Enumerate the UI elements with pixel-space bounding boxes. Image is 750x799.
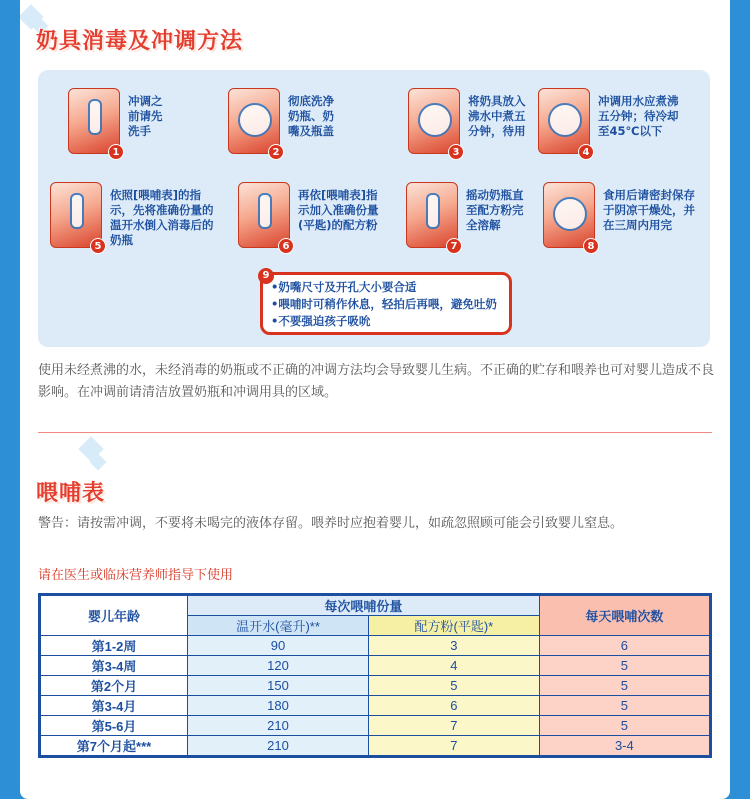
table-row [40,656,711,676]
table-row [40,716,711,736]
age-cell: 第3-4月 [40,696,188,716]
step-number: 6 [278,238,294,254]
step-5 [50,182,230,262]
step-number: 3 [448,144,464,160]
tip-line: •喂哺时可稍作休息，轻拍后再喂，避免吐奶 [271,297,497,311]
times-cell: 5 [539,696,710,716]
water-cell: 210 [188,716,369,736]
table-row [40,736,711,757]
table-row [40,636,711,656]
powder-cell: 4 [369,656,540,676]
step-number: 4 [578,144,594,160]
step-text: 再依[喂哺表]指示加入准确份量(平匙)的配方粉 [298,188,379,232]
per-feed-header: 每次喂哺份量 [188,595,540,616]
water-header: 温开水(毫升)** [188,616,369,636]
step-text: 将奶具放入沸水中煮五分钟，待用 [468,94,526,138]
step-number: 8 [583,238,599,254]
step-8 [543,182,713,262]
doctor-guidance-note: 请在医生或临床营养师指导下使用 [38,568,234,583]
step-number: 7 [446,238,462,254]
step-text: 依照[喂哺表]的指示，先将准确份量的温开水倒入消毒后的奶瓶 [110,188,214,247]
powder-cell: 6 [369,696,540,716]
table-header-row [40,595,711,616]
step-text: 冲调之前请先洗手 [128,94,163,138]
age-cell: 第3-4周 [40,656,188,676]
step-text: 食用后请密封保存于阴凉干燥处，并在三周内用完 [603,188,695,232]
sterilization-warning-paragraph: 使用未经煮沸的水，未经消毒的奶瓶或不正确的冲调方法均会导致婴儿生病。不正确的贮存和喂养也可对婴儿造成不良影响。在冲调前请清洁放置奶瓶和冲调用具的区域。 [38,363,715,400]
times-cell: 5 [539,676,710,696]
step-number: 9 [258,268,274,284]
age-header: 婴儿年龄 [40,595,188,636]
water-cell: 120 [188,656,369,676]
age-cell: 第5-6月 [40,716,188,736]
step-number: 2 [268,144,284,160]
step-7 [406,182,556,262]
times-header: 每天喂哺次数 [539,595,710,636]
water-cell: 150 [188,676,369,696]
step-2 [228,88,378,168]
step-text: 彻底洗净奶瓶、奶嘴及瓶盖 [288,94,334,138]
step-text: 摇动奶瓶直至配方粉完全溶解 [466,188,524,232]
step-6 [238,182,388,262]
step-3 [408,88,558,168]
table-row [40,676,711,696]
step-4 [538,88,688,168]
section-divider [38,432,712,433]
water-cell: 90 [188,636,369,656]
step-number: 5 [90,238,106,254]
tip-line: •不要强迫孩子吸吮 [271,314,371,328]
section-title-feeding-table: 喂哺表 [36,481,106,506]
times-cell: 3-4 [539,736,710,757]
water-cell: 180 [188,696,369,716]
age-cell: 第1-2周 [40,636,188,656]
section-title-sterilization: 奶具消毒及冲调方法 [36,29,244,54]
age-cell: 第2个月 [40,676,188,696]
powder-cell: 3 [369,636,540,656]
powder-cell: 7 [369,736,540,757]
tip-line: •奶嘴尺寸及开孔大小要合适 [271,280,417,294]
age-cell: 第7个月起*** [40,736,188,757]
table-row [40,696,711,716]
times-cell: 5 [539,656,710,676]
step-number: 1 [108,144,124,160]
times-cell: 6 [539,636,710,656]
content-panel [20,0,730,799]
water-cell: 210 [188,736,369,757]
powder-header: 配方粉(平匙)* [369,616,540,636]
step-1 [68,88,218,168]
step-text: 冲调用水应煮沸五分钟；待冷却至45℃以下 [598,94,679,138]
times-cell: 5 [539,716,710,736]
feeding-warning-text: 警告：请按需冲调，不要将未喝完的液体存留。喂养时应抱着婴儿，如疏忽照顾可能会引致婴儿窒息。 [38,516,624,531]
feeding-tips-box [260,272,512,335]
powder-cell: 7 [369,716,540,736]
feeding-table [38,593,712,758]
powder-cell: 5 [369,676,540,696]
